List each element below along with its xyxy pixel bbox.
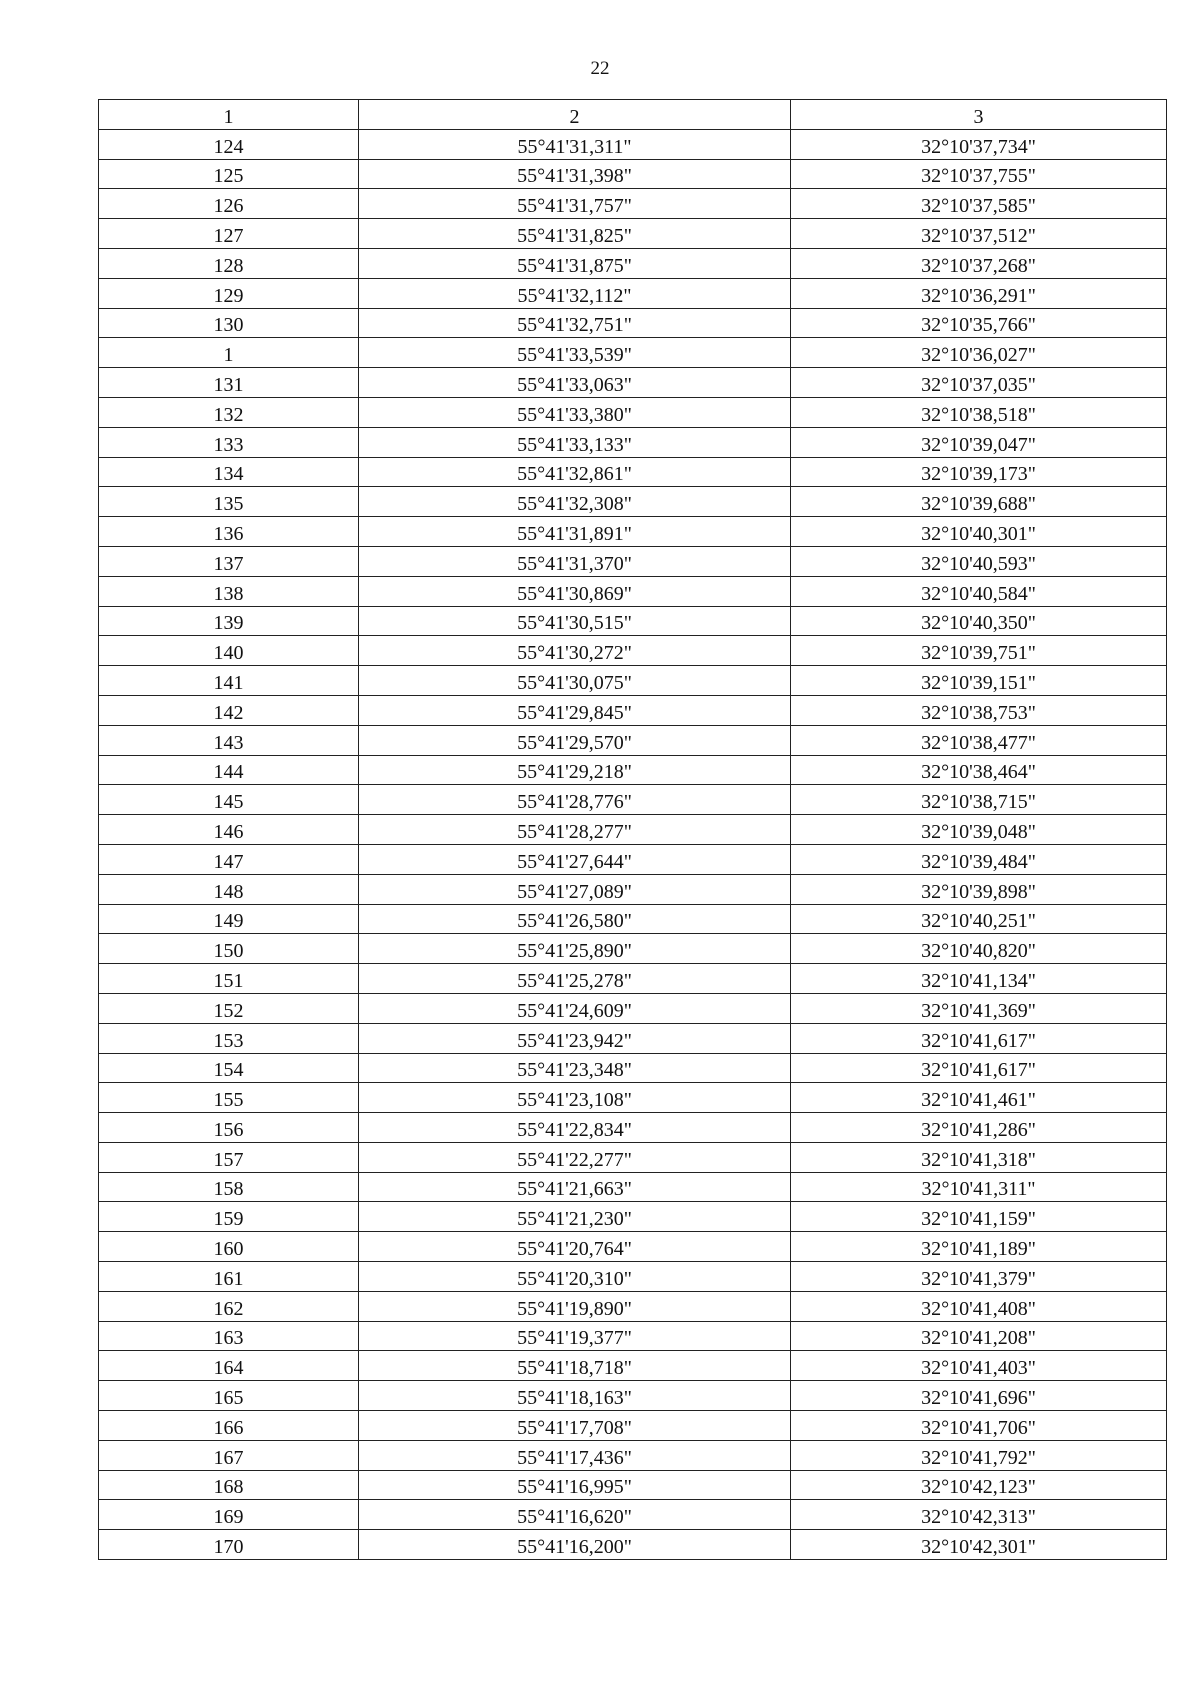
longitude-cell: 32°10'41,696": [791, 1381, 1167, 1411]
latitude-cell: 55°41'16,995": [359, 1470, 791, 1500]
point-number-cell: 151: [99, 964, 359, 994]
longitude-cell: 32°10'41,159": [791, 1202, 1167, 1232]
latitude-cell: 55°41'31,398": [359, 159, 791, 189]
table-row: [99, 397, 1167, 427]
latitude-cell: 55°41'33,380": [359, 397, 791, 427]
latitude-cell: 55°41'17,436": [359, 1440, 791, 1470]
point-number-cell: 124: [99, 129, 359, 159]
latitude-cell: 55°41'18,163": [359, 1381, 791, 1411]
longitude-cell: 32°10'37,512": [791, 219, 1167, 249]
latitude-cell: 55°41'27,089": [359, 874, 791, 904]
longitude-cell: 32°10'37,734": [791, 129, 1167, 159]
latitude-cell: 55°41'31,370": [359, 546, 791, 576]
table-row: [99, 1291, 1167, 1321]
table-row: [99, 278, 1167, 308]
point-number-cell: 149: [99, 904, 359, 934]
longitude-cell: 32°10'41,408": [791, 1291, 1167, 1321]
point-number-cell: 148: [99, 874, 359, 904]
latitude-cell: 55°41'23,348": [359, 1053, 791, 1083]
point-number-cell: 133: [99, 427, 359, 457]
table-row: [99, 1530, 1167, 1560]
point-number-cell: 165: [99, 1381, 359, 1411]
longitude-cell: 32°10'41,134": [791, 964, 1167, 994]
longitude-cell: 32°10'37,035": [791, 368, 1167, 398]
longitude-cell: 32°10'40,251": [791, 904, 1167, 934]
table-row: [99, 1411, 1167, 1441]
longitude-cell: 32°10'36,291": [791, 278, 1167, 308]
point-number-cell: 164: [99, 1351, 359, 1381]
latitude-cell: 55°41'29,570": [359, 725, 791, 755]
latitude-cell: 55°41'33,133": [359, 427, 791, 457]
longitude-cell: 32°10'39,484": [791, 844, 1167, 874]
longitude-cell: 32°10'41,403": [791, 1351, 1167, 1381]
table-row: [99, 695, 1167, 725]
latitude-cell: 55°41'31,311": [359, 129, 791, 159]
table-row: [99, 606, 1167, 636]
latitude-cell: 55°41'20,310": [359, 1262, 791, 1292]
table-row: [99, 1023, 1167, 1053]
latitude-cell: 55°41'31,875": [359, 248, 791, 278]
table-row: [99, 993, 1167, 1023]
longitude-cell: 32°10'35,766": [791, 308, 1167, 338]
longitude-cell: 32°10'42,301": [791, 1530, 1167, 1560]
point-number-cell: 129: [99, 278, 359, 308]
table-row: [99, 189, 1167, 219]
header-row: [99, 100, 1167, 130]
longitude-cell: 32°10'41,617": [791, 1023, 1167, 1053]
longitude-cell: 32°10'41,286": [791, 1113, 1167, 1143]
latitude-cell: 55°41'21,663": [359, 1172, 791, 1202]
longitude-cell: 32°10'39,151": [791, 666, 1167, 696]
table-row: [99, 725, 1167, 755]
point-number-cell: 138: [99, 576, 359, 606]
table-row: [99, 248, 1167, 278]
latitude-cell: 55°41'21,230": [359, 1202, 791, 1232]
table-row: [99, 368, 1167, 398]
table-row: [99, 129, 1167, 159]
longitude-cell: 32°10'39,688": [791, 487, 1167, 517]
latitude-cell: 55°41'24,609": [359, 993, 791, 1023]
latitude-cell: 55°41'31,891": [359, 517, 791, 547]
longitude-cell: 32°10'41,189": [791, 1232, 1167, 1262]
latitude-cell: 55°41'29,218": [359, 755, 791, 785]
point-number-cell: 147: [99, 844, 359, 874]
longitude-cell: 32°10'38,715": [791, 785, 1167, 815]
point-number-cell: 166: [99, 1411, 359, 1441]
longitude-cell: 32°10'38,753": [791, 695, 1167, 725]
latitude-cell: 55°41'16,620": [359, 1500, 791, 1530]
latitude-cell: 55°41'28,776": [359, 785, 791, 815]
table-row: [99, 1440, 1167, 1470]
table-row: [99, 904, 1167, 934]
point-number-cell: 158: [99, 1172, 359, 1202]
point-number-cell: 159: [99, 1202, 359, 1232]
longitude-cell: 32°10'41,369": [791, 993, 1167, 1023]
latitude-cell: 55°41'18,718": [359, 1351, 791, 1381]
longitude-cell: 32°10'41,311": [791, 1172, 1167, 1202]
point-number-cell: 142: [99, 695, 359, 725]
coordinates-table: [98, 99, 1167, 1560]
table-header: [99, 100, 1167, 130]
point-number-cell: 139: [99, 606, 359, 636]
table-row: [99, 1083, 1167, 1113]
point-number-cell: 137: [99, 546, 359, 576]
point-number-cell: 169: [99, 1500, 359, 1530]
table-row: [99, 636, 1167, 666]
latitude-cell: 55°41'32,861": [359, 457, 791, 487]
longitude-cell: 32°10'40,593": [791, 546, 1167, 576]
latitude-cell: 55°41'19,890": [359, 1291, 791, 1321]
point-number-cell: 150: [99, 934, 359, 964]
latitude-cell: 55°41'19,377": [359, 1321, 791, 1351]
point-number-cell: 131: [99, 368, 359, 398]
point-number-cell: 167: [99, 1440, 359, 1470]
longitude-cell: 32°10'38,518": [791, 397, 1167, 427]
table-row: [99, 934, 1167, 964]
longitude-cell: 32°10'41,208": [791, 1321, 1167, 1351]
longitude-cell: 32°10'39,751": [791, 636, 1167, 666]
point-number-cell: 1: [99, 338, 359, 368]
latitude-cell: 55°41'17,708": [359, 1411, 791, 1441]
table-row: [99, 1202, 1167, 1232]
latitude-cell: 55°41'25,890": [359, 934, 791, 964]
table-row: [99, 457, 1167, 487]
point-number-cell: 127: [99, 219, 359, 249]
table-row: [99, 1113, 1167, 1143]
table-row: [99, 576, 1167, 606]
latitude-cell: 55°41'25,278": [359, 964, 791, 994]
point-number-cell: 163: [99, 1321, 359, 1351]
latitude-cell: 55°41'32,308": [359, 487, 791, 517]
table-row: [99, 1232, 1167, 1262]
longitude-cell: 32°10'37,755": [791, 159, 1167, 189]
table-row: [99, 964, 1167, 994]
latitude-cell: 55°41'32,751": [359, 308, 791, 338]
column-header-2: 2: [359, 100, 791, 130]
table-row: [99, 338, 1167, 368]
longitude-cell: 32°10'39,047": [791, 427, 1167, 457]
latitude-cell: 55°41'22,834": [359, 1113, 791, 1143]
table-body: [99, 129, 1167, 1559]
longitude-cell: 32°10'37,585": [791, 189, 1167, 219]
longitude-cell: 32°10'42,123": [791, 1470, 1167, 1500]
column-header-3: 3: [791, 100, 1167, 130]
longitude-cell: 32°10'37,268": [791, 248, 1167, 278]
latitude-cell: 55°41'30,075": [359, 666, 791, 696]
point-number-cell: 128: [99, 248, 359, 278]
longitude-cell: 32°10'40,584": [791, 576, 1167, 606]
table-row: [99, 159, 1167, 189]
latitude-cell: 55°41'22,277": [359, 1142, 791, 1172]
longitude-cell: 32°10'38,464": [791, 755, 1167, 785]
latitude-cell: 55°41'26,580": [359, 904, 791, 934]
table-row: [99, 546, 1167, 576]
point-number-cell: 170: [99, 1530, 359, 1560]
table-row: [99, 755, 1167, 785]
table-row: [99, 1142, 1167, 1172]
table-row: [99, 785, 1167, 815]
table-row: [99, 1381, 1167, 1411]
point-number-cell: 145: [99, 785, 359, 815]
longitude-cell: 32°10'40,350": [791, 606, 1167, 636]
point-number-cell: 144: [99, 755, 359, 785]
longitude-cell: 32°10'41,461": [791, 1083, 1167, 1113]
table-row: [99, 1321, 1167, 1351]
point-number-cell: 156: [99, 1113, 359, 1143]
latitude-cell: 55°41'30,515": [359, 606, 791, 636]
latitude-cell: 55°41'33,539": [359, 338, 791, 368]
latitude-cell: 55°41'30,272": [359, 636, 791, 666]
point-number-cell: 132: [99, 397, 359, 427]
table-row: [99, 1262, 1167, 1292]
point-number-cell: 140: [99, 636, 359, 666]
latitude-cell: 55°41'23,108": [359, 1083, 791, 1113]
longitude-cell: 32°10'40,820": [791, 934, 1167, 964]
longitude-cell: 32°10'39,898": [791, 874, 1167, 904]
longitude-cell: 32°10'39,173": [791, 457, 1167, 487]
column-header-1: 1: [99, 100, 359, 130]
latitude-cell: 55°41'31,757": [359, 189, 791, 219]
latitude-cell: 55°41'28,277": [359, 815, 791, 845]
longitude-cell: 32°10'41,617": [791, 1053, 1167, 1083]
table-row: [99, 1500, 1167, 1530]
point-number-cell: 155: [99, 1083, 359, 1113]
longitude-cell: 32°10'36,027": [791, 338, 1167, 368]
longitude-cell: 32°10'39,048": [791, 815, 1167, 845]
latitude-cell: 55°41'33,063": [359, 368, 791, 398]
longitude-cell: 32°10'41,318": [791, 1142, 1167, 1172]
longitude-cell: 32°10'40,301": [791, 517, 1167, 547]
latitude-cell: 55°41'29,845": [359, 695, 791, 725]
point-number-cell: 160: [99, 1232, 359, 1262]
point-number-cell: 126: [99, 189, 359, 219]
point-number-cell: 136: [99, 517, 359, 547]
point-number-cell: 153: [99, 1023, 359, 1053]
table-row: [99, 487, 1167, 517]
point-number-cell: 146: [99, 815, 359, 845]
point-number-cell: 143: [99, 725, 359, 755]
point-number-cell: 157: [99, 1142, 359, 1172]
latitude-cell: 55°41'23,942": [359, 1023, 791, 1053]
point-number-cell: 134: [99, 457, 359, 487]
point-number-cell: 141: [99, 666, 359, 696]
table-row: [99, 219, 1167, 249]
point-number-cell: 162: [99, 1291, 359, 1321]
table-row: [99, 815, 1167, 845]
point-number-cell: 152: [99, 993, 359, 1023]
table-row: [99, 666, 1167, 696]
longitude-cell: 32°10'41,792": [791, 1440, 1167, 1470]
table-row: [99, 517, 1167, 547]
point-number-cell: 168: [99, 1470, 359, 1500]
latitude-cell: 55°41'20,764": [359, 1232, 791, 1262]
latitude-cell: 55°41'27,644": [359, 844, 791, 874]
table-row: [99, 308, 1167, 338]
latitude-cell: 55°41'16,200": [359, 1530, 791, 1560]
longitude-cell: 32°10'41,706": [791, 1411, 1167, 1441]
latitude-cell: 55°41'32,112": [359, 278, 791, 308]
table-row: [99, 427, 1167, 457]
longitude-cell: 32°10'42,313": [791, 1500, 1167, 1530]
longitude-cell: 32°10'38,477": [791, 725, 1167, 755]
point-number-cell: 161: [99, 1262, 359, 1292]
table-row: [99, 844, 1167, 874]
point-number-cell: 125: [99, 159, 359, 189]
longitude-cell: 32°10'41,379": [791, 1262, 1167, 1292]
point-number-cell: 135: [99, 487, 359, 517]
point-number-cell: 154: [99, 1053, 359, 1083]
table-row: [99, 1172, 1167, 1202]
latitude-cell: 55°41'30,869": [359, 576, 791, 606]
table-row: [99, 874, 1167, 904]
table-row: [99, 1351, 1167, 1381]
table-row: [99, 1053, 1167, 1083]
table-row: [99, 1470, 1167, 1500]
page-number: 22: [590, 58, 610, 79]
point-number-cell: 130: [99, 308, 359, 338]
latitude-cell: 55°41'31,825": [359, 219, 791, 249]
